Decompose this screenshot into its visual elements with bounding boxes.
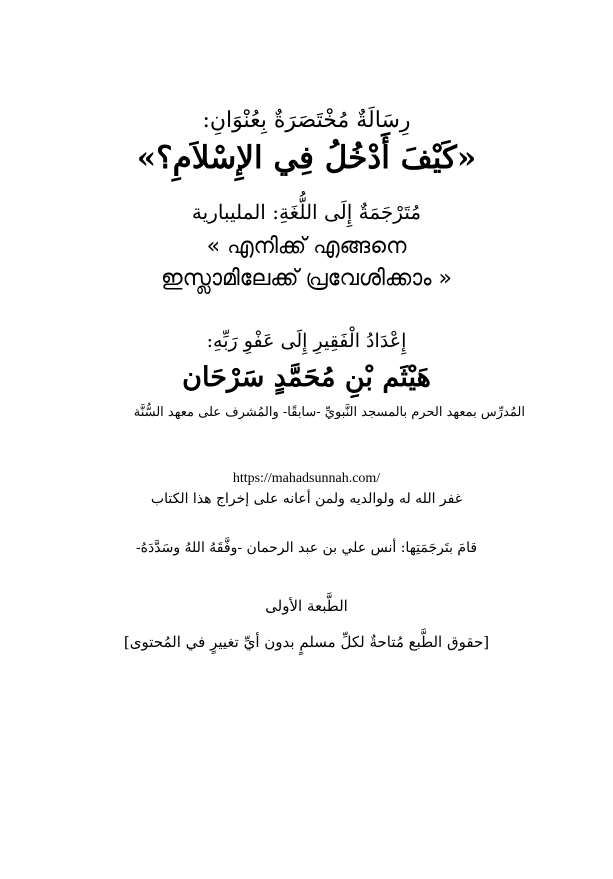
- dua-line: غفر الله له ولوالديه ولمن أعانه على إخراج هذا الكتاب: [150, 491, 463, 507]
- translator-credit: قامَ بتَرجَمَتِها: أنس علي بن عبد الرحمان -وفَّقَهُ اللهُ وسَدَّدَهُ-: [135, 540, 478, 556]
- subtitle-intro: رِسَالَةٌ مُخْتَصَرَةٌ بِعُنْوَانِ:: [202, 108, 411, 133]
- author-name: هَيْثَم بْنِ مُحَمَّدٍ سَرْحَان: [182, 362, 431, 393]
- author-description: المُدرِّس بمعهد الحرم بالمسجد النَّبويِّ -سابقًا- والمُشرف على معهد السُّنَّة: [133, 405, 525, 420]
- rights-notice: [حقوق الطَّبع مُتاحةٌ لكلِّ مسلمٍ بدون أيِّ تغييرٍ في المُحتوى]: [123, 633, 490, 651]
- main-title: «كَيْفَ أَدْخُلُ فِي الإِسْلاَمِ؟»: [136, 140, 477, 176]
- malayalam-title-line-1: « എനിക്ക് എങ്ങനെ: [206, 234, 407, 259]
- prepared-by-line: إِعْدَادُ الْفَقِيرِ إِلَى عَفْوِ رَبِّهِ:: [206, 330, 407, 352]
- malayalam-title-line-2: ഇസ്ലാമിലേക്ക് പ്രവേശിക്കാം »: [161, 266, 452, 291]
- website-link[interactable]: https://mahadsunnah.com/: [232, 471, 381, 486]
- edition-label: الطَّبعة الأولى: [265, 597, 348, 615]
- translation-language-line: مُتَرْجَمَةٌ إِلَى اللُّغَةِ: المليبارية: [191, 200, 422, 224]
